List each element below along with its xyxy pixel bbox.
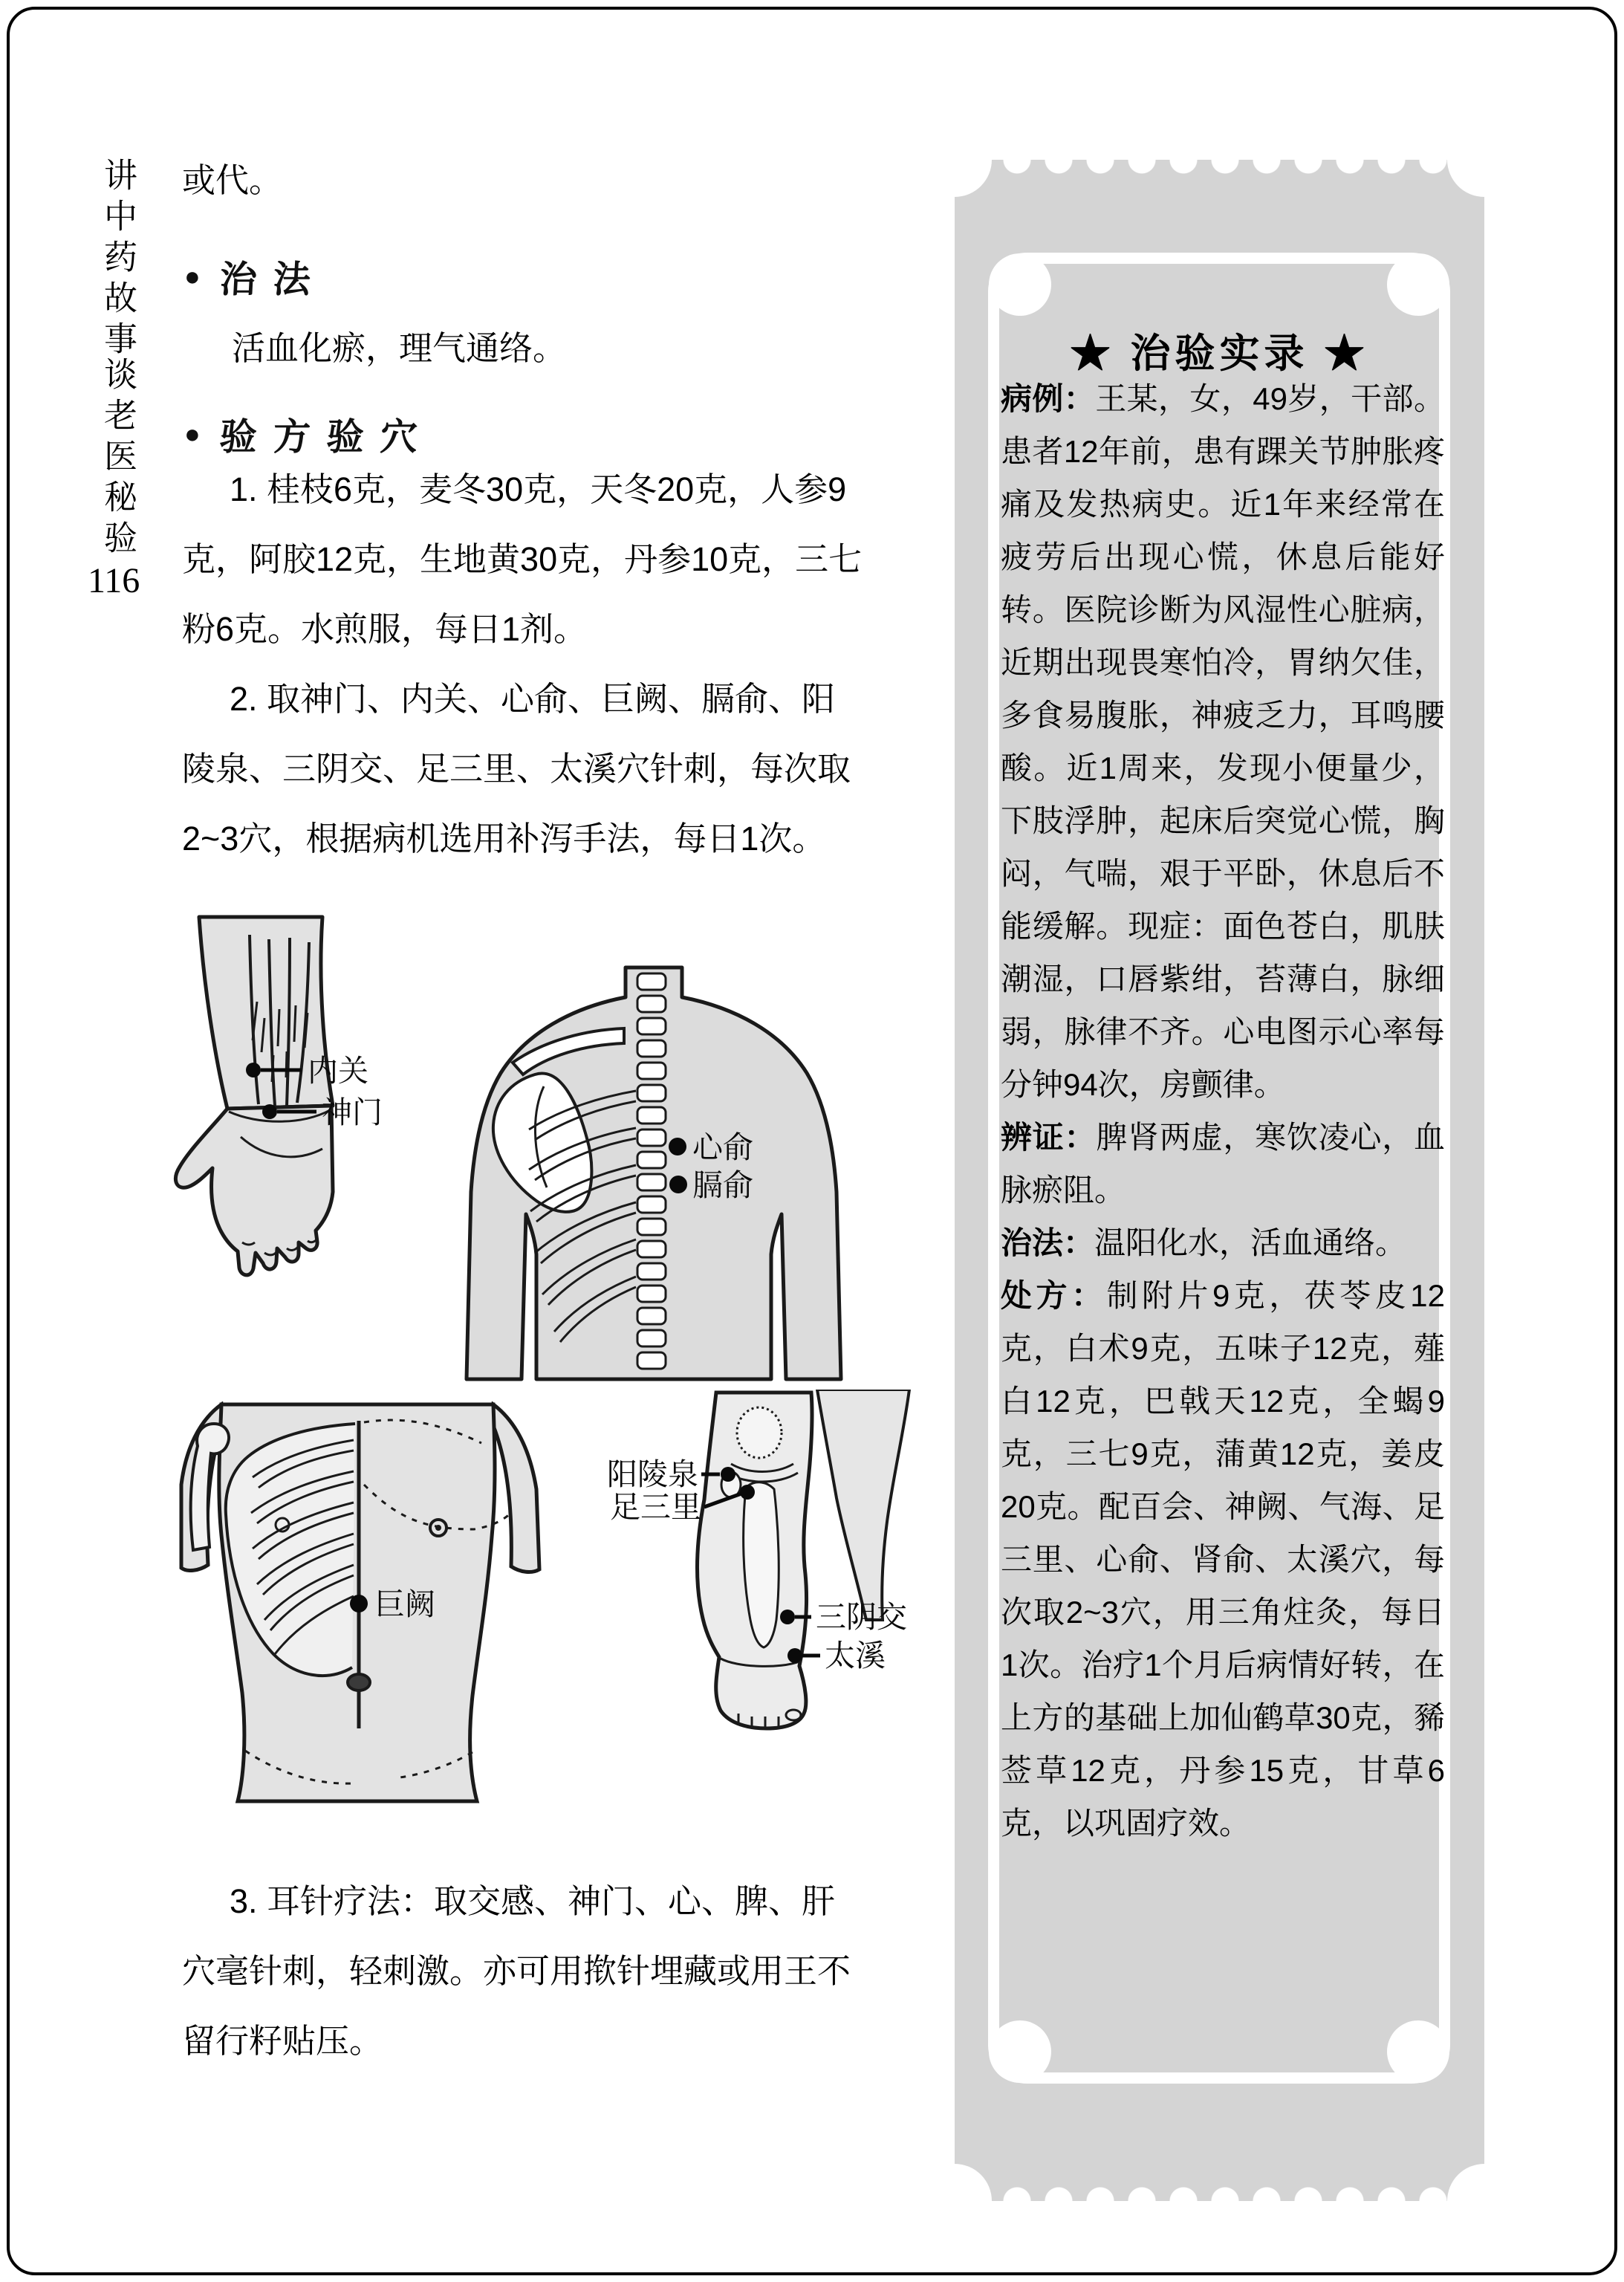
case-record-body <box>1001 372 1445 2063</box>
label-taixi: 太溪 <box>825 1638 886 1673</box>
scallop-edge-bottom <box>955 2173 1484 2201</box>
acupoint-dot-zusanli <box>740 1485 755 1500</box>
torso-acupoint-figure <box>177 1401 550 1804</box>
case-record-entry <box>1001 1216 1445 1269</box>
case-record-entry <box>1001 372 1445 1111</box>
label-juque: 巨阙 <box>374 1587 435 1621</box>
text-line: 粉6克。水煎服，每日1剂。 <box>182 610 588 648</box>
label-xinshu: 心俞 <box>692 1130 753 1164</box>
navel <box>348 1674 370 1691</box>
section-title: 验方验穴 <box>218 416 435 458</box>
text-line: 2~3穴，根据病机选用补泻手法，每日1次。 <box>182 820 826 858</box>
patella <box>737 1407 782 1458</box>
bullet-icon: ● <box>184 418 201 449</box>
palm-outline <box>175 1106 333 1275</box>
entry-label: 辨证： <box>1001 1120 1097 1155</box>
spine-series-subtitle: 谈老医秘验 <box>99 357 136 561</box>
back-acupoint-figure <box>461 965 848 1382</box>
acupoint-dot-neiguan <box>246 1063 261 1077</box>
acupoint-dot-taixi <box>787 1648 802 1663</box>
section-heading-yanfang <box>184 407 434 461</box>
entry-text: 温阳化水，活血通络。 <box>1094 1225 1407 1260</box>
label-geshu: 膈俞 <box>692 1168 753 1202</box>
spine-series-title: 讲中药故事 <box>99 158 136 362</box>
bullet-icon: ● <box>184 261 201 291</box>
entry-label: 处方： <box>1001 1278 1107 1313</box>
leg-acupoint-figure <box>585 1390 929 1748</box>
label-zusanli: 足三里 <box>610 1490 701 1524</box>
text-line: 1. 桂枝6克，麦冬30克，天冬20克，人参9 <box>230 470 847 508</box>
case-record-panel <box>955 160 1484 2201</box>
label-shenmen: 神门 <box>322 1095 383 1129</box>
prescription-paragraph-1 <box>182 455 910 664</box>
case-record-title: ★ 治验实录 ★ <box>1070 331 1369 376</box>
acupoint-dot-geshu <box>669 1176 687 1193</box>
section-zhifa-body: 活血化瘀，理气通络。 <box>232 329 567 367</box>
text-line: 留行籽贴压。 <box>182 2022 383 2060</box>
back-leg-silhouette <box>817 1390 909 1620</box>
acupoint-dot-sanyinjiao <box>780 1610 795 1624</box>
label-yanglingquan: 阳陵泉 <box>607 1457 698 1491</box>
text-line: 3. 耳针疗法：取交感、神门、心、脾、肝 <box>230 1882 836 1920</box>
right-arm <box>492 1404 539 1572</box>
section-heading-zhifa <box>184 250 327 303</box>
carryover-text: 或代。 <box>182 161 283 199</box>
label-sanyinjiao: 三阴交 <box>816 1600 907 1634</box>
entry-text: 脾肾两虚，寒饮凌心，血脉瘀阻。 <box>1001 1120 1445 1208</box>
text-line: 穴毫针刺，轻刺激。亦可用揿针埋藏或用王不 <box>182 1952 851 1990</box>
page-number: 116 <box>88 561 140 600</box>
case-record-entry <box>1001 1111 1445 1216</box>
acupoint-dot-xinshu <box>669 1138 686 1155</box>
acupoint-paragraph-2 <box>182 664 910 874</box>
arm-acupoint-figure <box>169 913 401 1286</box>
case-record-entry <box>1001 1269 1445 1850</box>
entry-label: 病例： <box>1001 381 1096 416</box>
acupoint-dot-juque <box>350 1595 368 1612</box>
entry-text: 制附片9克，茯苓皮12克，白术9克，五味子12克，薤白12克，巴戟天12克，全蝎9克，三七9克，蒲黄12克，姜皮20克。配百会、神阙、气海、足三里、心俞、肾俞、太溪穴，每次取2~3穴，用三角炷灸，每日1次。治疗1个月后病情好转，在上方的基础上加仙鹤草30克，豨莶草12克，丹参15克，甘草6克，以巩固疗效。 <box>1001 1278 1445 1841</box>
text-line: 克，阿胶12克，生地黄30克，丹参10克，三七 <box>182 540 863 578</box>
entry-label: 治法： <box>1001 1225 1095 1260</box>
acupoint-dot-shenmen <box>262 1104 277 1119</box>
scallop-edge-top <box>955 160 1484 188</box>
acupoint-dot-yanglingquan <box>721 1467 735 1482</box>
ear-needle-paragraph-3 <box>182 1867 910 2076</box>
section-title: 治法 <box>218 259 328 300</box>
entry-text: 王某，女，49岁，干部。患者12年前，患有踝关节肿胀疼痛及发热病史。近1年来经常在疲劳后出现心慌，休息后能好转。医院诊断为风湿性心脏病，近期出现畏寒怕冷，胃纳欠佳，多食易腹胀，神疲乏力，耳鸣腰酸。近1周来，发现小便量少，下肢浮肿，起床后突觉心慌，胸闷，气喘，艰于平卧，休息后不能缓解。现症：面色苍白，肌肤潮湿，口唇紫绀，苔薄白，脉细弱，脉律不齐。心电图示心率每分钟94次，房颤律。 <box>1001 381 1445 1102</box>
label-neiguan: 内关 <box>308 1054 368 1088</box>
text-line: 陵泉、三阴交、足三里、太溪穴针刺，每次取 <box>182 750 851 788</box>
text-line: 2. 取神门、内关、心俞、巨阙、膈俞、阳 <box>230 680 836 718</box>
